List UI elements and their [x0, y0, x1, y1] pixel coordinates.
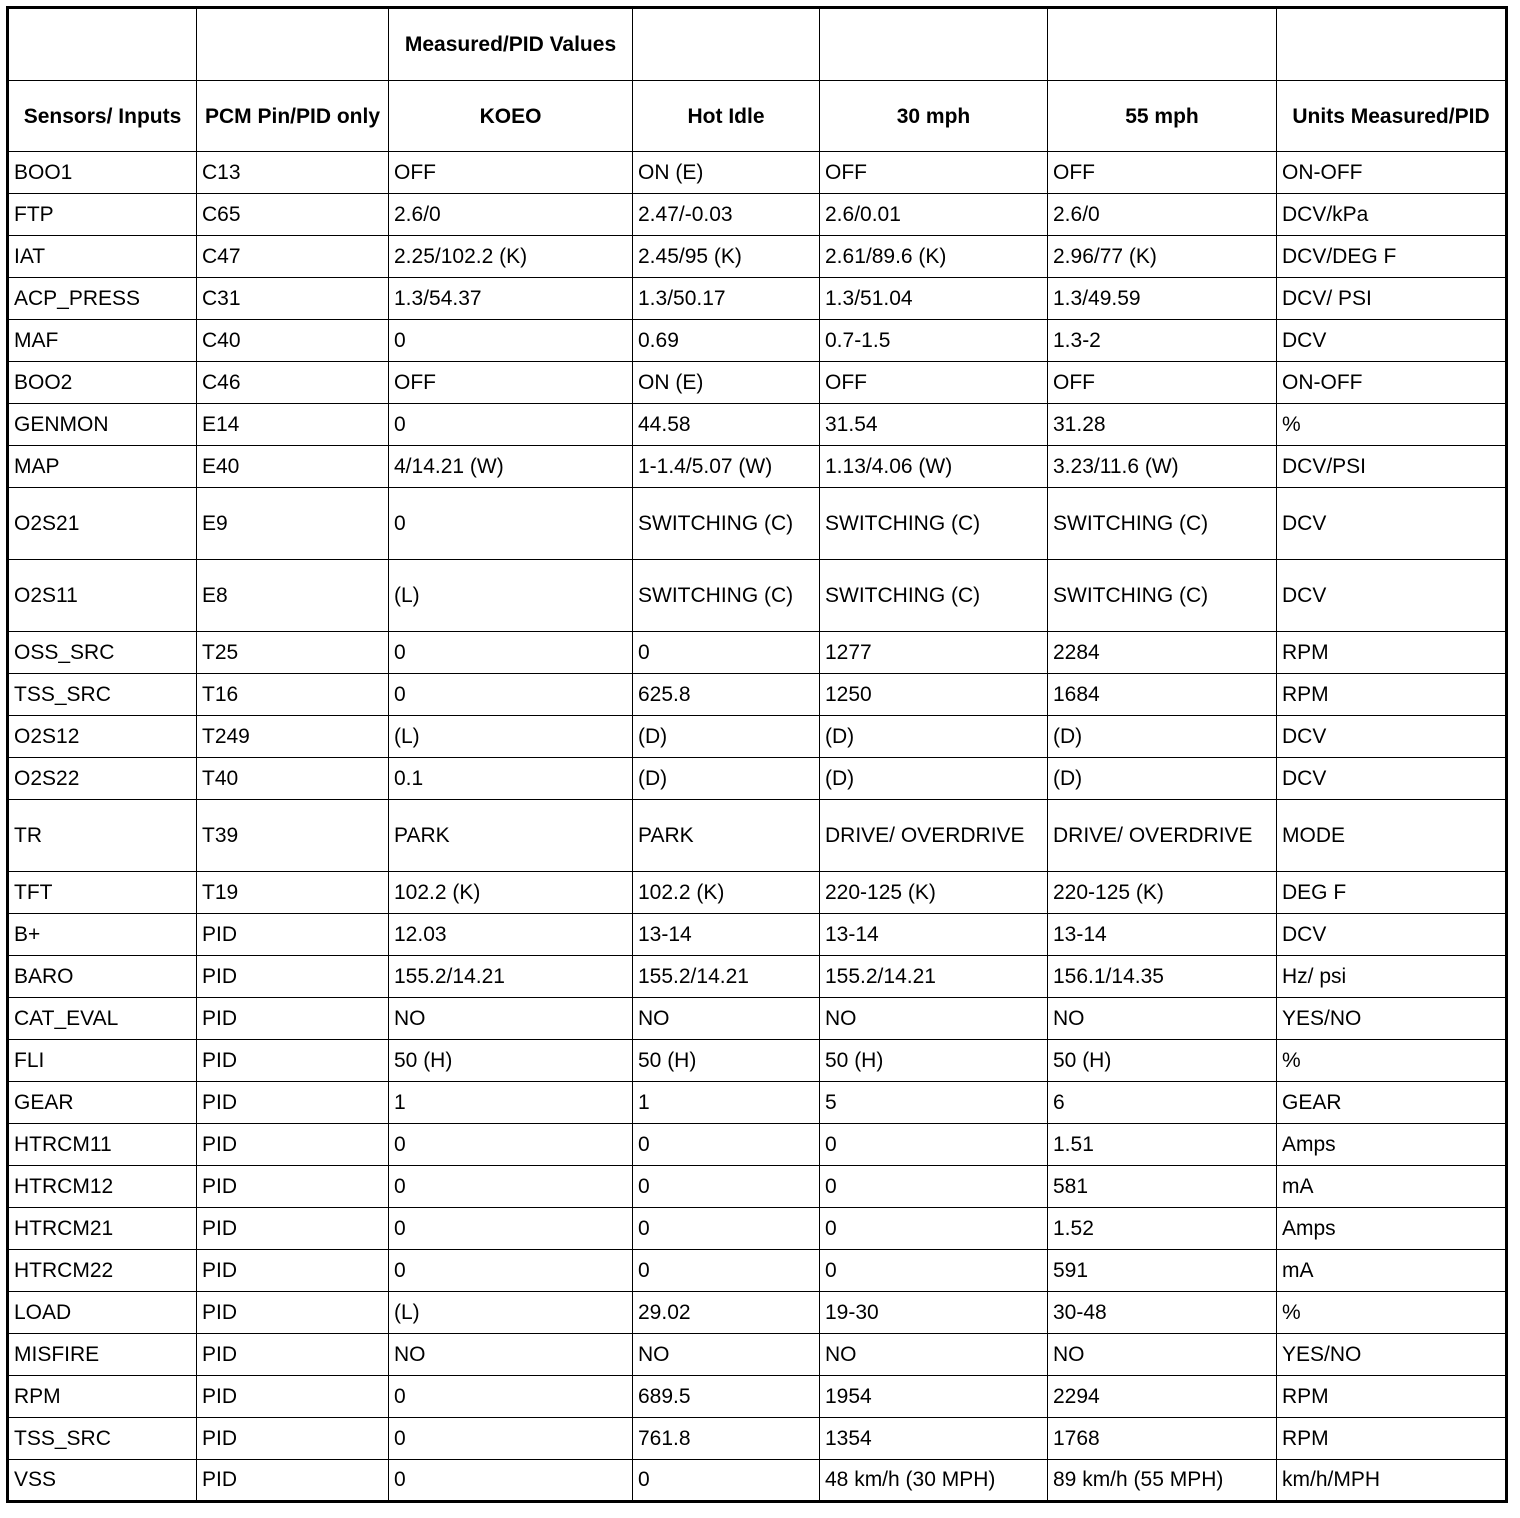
cell-koeo: 1.3/54.37 [389, 278, 633, 320]
cell-pin: PID [197, 1082, 389, 1124]
table-row [8, 758, 1507, 800]
cell-30mph: 0 [820, 1124, 1048, 1166]
cell-pin: PID [197, 1292, 389, 1334]
cell-55mph: 1.52 [1048, 1208, 1277, 1250]
cell-55mph: 1.51 [1048, 1124, 1277, 1166]
cell-sensor: RPM [8, 1376, 197, 1418]
cell-koeo: OFF [389, 362, 633, 404]
cell-hot-idle: (D) [633, 758, 820, 800]
cell-hot-idle: SWITCHING (C) [633, 560, 820, 632]
cell-sensor: O2S22 [8, 758, 197, 800]
cell-30mph: 155.2/14.21 [820, 956, 1048, 998]
cell-koeo: 4/14.21 (W) [389, 446, 633, 488]
cell-55mph: 1.3-2 [1048, 320, 1277, 362]
cell-units: ON-OFF [1277, 152, 1507, 194]
cell-koeo: 0 [389, 1418, 633, 1460]
cell-30mph: 0.7-1.5 [820, 320, 1048, 362]
cell-55mph: 89 km/h (55 MPH) [1048, 1460, 1277, 1502]
cell-sensor: HTRCM22 [8, 1250, 197, 1292]
cell-hot-idle: 155.2/14.21 [633, 956, 820, 998]
cell-koeo: PARK [389, 800, 633, 872]
cell-30mph: OFF [820, 362, 1048, 404]
cell-pin: T39 [197, 800, 389, 872]
cell-55mph: DRIVE/ OVERDRIVE [1048, 800, 1277, 872]
cell-hot-idle: NO [633, 1334, 820, 1376]
cell-30mph: 1.3/51.04 [820, 278, 1048, 320]
cell-30mph: 19-30 [820, 1292, 1048, 1334]
cell-koeo: 50 (H) [389, 1040, 633, 1082]
cell-sensor: GENMON [8, 404, 197, 446]
table-row [8, 1334, 1507, 1376]
cell-55mph: SWITCHING (C) [1048, 488, 1277, 560]
cell-55mph: 1684 [1048, 674, 1277, 716]
cell-koeo: OFF [389, 152, 633, 194]
cell-units: DCV [1277, 914, 1507, 956]
cell-hot-idle: NO [633, 998, 820, 1040]
cell-sensor: GEAR [8, 1082, 197, 1124]
cell-30mph: NO [820, 1334, 1048, 1376]
cell-30mph: 0 [820, 1208, 1048, 1250]
table-row [8, 560, 1507, 632]
table-row [8, 362, 1507, 404]
cell-hot-idle: 2.45/95 (K) [633, 236, 820, 278]
cell-pin: C47 [197, 236, 389, 278]
cell-koeo: 0 [389, 632, 633, 674]
cell-koeo: (L) [389, 1292, 633, 1334]
table-row [8, 1460, 1507, 1502]
cell-hot-idle: 50 (H) [633, 1040, 820, 1082]
cell-sensor: O2S21 [8, 488, 197, 560]
table-row [8, 446, 1507, 488]
cell-30mph: 220-125 (K) [820, 872, 1048, 914]
table-row [8, 404, 1507, 446]
cell-pin: C46 [197, 362, 389, 404]
table-row [8, 998, 1507, 1040]
cell-units: % [1277, 404, 1507, 446]
cell-55mph: 2.6/0 [1048, 194, 1277, 236]
table-row [8, 152, 1507, 194]
cell-koeo: 1 [389, 1082, 633, 1124]
table-row [8, 194, 1507, 236]
cell-units: DCV/kPa [1277, 194, 1507, 236]
cell-pin: PID [197, 1124, 389, 1166]
cell-30mph: 2.6/0.01 [820, 194, 1048, 236]
header-row-group [8, 8, 1507, 81]
header-empty-cell [8, 8, 197, 81]
cell-hot-idle: 1-1.4/5.07 (W) [633, 446, 820, 488]
cell-30mph: 1954 [820, 1376, 1048, 1418]
cell-55mph: OFF [1048, 152, 1277, 194]
cell-koeo: 0 [389, 1124, 633, 1166]
column-header-koeo: KOEO [389, 81, 633, 152]
cell-sensor: MISFIRE [8, 1334, 197, 1376]
cell-pin: C31 [197, 278, 389, 320]
cell-sensor: HTRCM21 [8, 1208, 197, 1250]
column-header-55mph: 55 mph [1048, 81, 1277, 152]
cell-30mph: (D) [820, 716, 1048, 758]
cell-55mph: 591 [1048, 1250, 1277, 1292]
cell-hot-idle: 29.02 [633, 1292, 820, 1334]
cell-sensor: B+ [8, 914, 197, 956]
cell-30mph: NO [820, 998, 1048, 1040]
column-header-units: Units Measured/PID [1277, 81, 1507, 152]
cell-55mph: 156.1/14.35 [1048, 956, 1277, 998]
cell-koeo: 0 [389, 1376, 633, 1418]
table-row [8, 632, 1507, 674]
header-empty-cell [820, 8, 1048, 81]
column-header-hot-idle: Hot Idle [633, 81, 820, 152]
cell-pin: E14 [197, 404, 389, 446]
cell-30mph: 1250 [820, 674, 1048, 716]
cell-pin: PID [197, 1166, 389, 1208]
cell-30mph: 31.54 [820, 404, 1048, 446]
cell-pin: T40 [197, 758, 389, 800]
table-row [8, 914, 1507, 956]
table-row [8, 1124, 1507, 1166]
cell-koeo: 0 [389, 674, 633, 716]
cell-55mph: 2.96/77 (K) [1048, 236, 1277, 278]
cell-pin: E9 [197, 488, 389, 560]
cell-koeo: 0.1 [389, 758, 633, 800]
cell-hot-idle: ON (E) [633, 152, 820, 194]
cell-koeo: 0 [389, 404, 633, 446]
cell-hot-idle: 0 [633, 1208, 820, 1250]
cell-units: GEAR [1277, 1082, 1507, 1124]
table-row [8, 1418, 1507, 1460]
column-header-30mph: 30 mph [820, 81, 1048, 152]
cell-sensor: HTRCM12 [8, 1166, 197, 1208]
cell-hot-idle: 13-14 [633, 914, 820, 956]
cell-units: RPM [1277, 632, 1507, 674]
cell-units: DCV [1277, 560, 1507, 632]
cell-units: RPM [1277, 1376, 1507, 1418]
table-row [8, 236, 1507, 278]
cell-pin: T25 [197, 632, 389, 674]
cell-hot-idle: 761.8 [633, 1418, 820, 1460]
cell-pin: T16 [197, 674, 389, 716]
table-row [8, 488, 1507, 560]
cell-pin: C13 [197, 152, 389, 194]
cell-sensor: OSS_SRC [8, 632, 197, 674]
cell-30mph: 50 (H) [820, 1040, 1048, 1082]
cell-hot-idle: 0 [633, 1250, 820, 1292]
cell-koeo: 0 [389, 1166, 633, 1208]
cell-units: DCV [1277, 758, 1507, 800]
table-row [8, 320, 1507, 362]
header-row-columns [8, 81, 1507, 152]
cell-30mph: 0 [820, 1250, 1048, 1292]
cell-hot-idle: (D) [633, 716, 820, 758]
cell-55mph: 13-14 [1048, 914, 1277, 956]
cell-hot-idle: ON (E) [633, 362, 820, 404]
cell-hot-idle: 625.8 [633, 674, 820, 716]
table-row [8, 1040, 1507, 1082]
cell-pin: PID [197, 1208, 389, 1250]
cell-30mph: SWITCHING (C) [820, 488, 1048, 560]
cell-55mph: 3.23/11.6 (W) [1048, 446, 1277, 488]
header-empty-cell [197, 8, 389, 81]
cell-sensor: BOO2 [8, 362, 197, 404]
cell-sensor: TR [8, 800, 197, 872]
cell-koeo: 2.25/102.2 (K) [389, 236, 633, 278]
cell-55mph: 50 (H) [1048, 1040, 1277, 1082]
cell-30mph: 5 [820, 1082, 1048, 1124]
header-group-label: Measured/PID Values [389, 8, 633, 81]
cell-sensor: MAF [8, 320, 197, 362]
cell-units: DCV [1277, 716, 1507, 758]
cell-55mph: 1768 [1048, 1418, 1277, 1460]
cell-hot-idle: 689.5 [633, 1376, 820, 1418]
cell-55mph: NO [1048, 1334, 1277, 1376]
cell-hot-idle: 0.69 [633, 320, 820, 362]
pid-values-table [6, 6, 1508, 1503]
cell-hot-idle: 0 [633, 1124, 820, 1166]
cell-units: DCV/DEG F [1277, 236, 1507, 278]
cell-sensor: O2S12 [8, 716, 197, 758]
table-row [8, 1250, 1507, 1292]
cell-hot-idle: PARK [633, 800, 820, 872]
cell-units: Amps [1277, 1208, 1507, 1250]
cell-sensor: ACP_PRESS [8, 278, 197, 320]
cell-30mph: DRIVE/ OVERDRIVE [820, 800, 1048, 872]
cell-55mph: (D) [1048, 716, 1277, 758]
column-header-sensors: Sensors/ Inputs [8, 81, 197, 152]
cell-hot-idle: 102.2 (K) [633, 872, 820, 914]
cell-units: ON-OFF [1277, 362, 1507, 404]
cell-units: mA [1277, 1250, 1507, 1292]
cell-units: % [1277, 1292, 1507, 1334]
cell-30mph: OFF [820, 152, 1048, 194]
cell-koeo: 2.6/0 [389, 194, 633, 236]
table-row [8, 716, 1507, 758]
header-empty-cell [1277, 8, 1507, 81]
cell-units: DCV/ PSI [1277, 278, 1507, 320]
cell-sensor: CAT_EVAL [8, 998, 197, 1040]
cell-55mph: (D) [1048, 758, 1277, 800]
cell-hot-idle: 0 [633, 1460, 820, 1502]
cell-30mph: 1.13/4.06 (W) [820, 446, 1048, 488]
cell-30mph: 13-14 [820, 914, 1048, 956]
cell-hot-idle: 1.3/50.17 [633, 278, 820, 320]
table-row [8, 1376, 1507, 1418]
cell-units: km/h/MPH [1277, 1460, 1507, 1502]
cell-units: % [1277, 1040, 1507, 1082]
cell-55mph: SWITCHING (C) [1048, 560, 1277, 632]
cell-hot-idle: SWITCHING (C) [633, 488, 820, 560]
cell-55mph: NO [1048, 998, 1277, 1040]
cell-koeo: 12.03 [389, 914, 633, 956]
cell-55mph: 2294 [1048, 1376, 1277, 1418]
cell-30mph: 0 [820, 1166, 1048, 1208]
cell-30mph: 1354 [820, 1418, 1048, 1460]
column-header-pcm-pin: PCM Pin/PID only [197, 81, 389, 152]
cell-sensor: BOO1 [8, 152, 197, 194]
cell-pin: PID [197, 1040, 389, 1082]
cell-sensor: O2S11 [8, 560, 197, 632]
cell-pin: PID [197, 1418, 389, 1460]
cell-koeo: 0 [389, 488, 633, 560]
table-row [8, 872, 1507, 914]
table-row [8, 1082, 1507, 1124]
table-body [8, 152, 1507, 1502]
cell-sensor: HTRCM11 [8, 1124, 197, 1166]
cell-koeo: (L) [389, 716, 633, 758]
cell-sensor: BARO [8, 956, 197, 998]
cell-koeo: 0 [389, 320, 633, 362]
cell-hot-idle: 0 [633, 632, 820, 674]
cell-55mph: 220-125 (K) [1048, 872, 1277, 914]
table-row [8, 800, 1507, 872]
cell-units: RPM [1277, 674, 1507, 716]
cell-pin: C65 [197, 194, 389, 236]
cell-pin: C40 [197, 320, 389, 362]
cell-55mph: 31.28 [1048, 404, 1277, 446]
cell-sensor: FLI [8, 1040, 197, 1082]
cell-30mph: 1277 [820, 632, 1048, 674]
cell-koeo: 0 [389, 1250, 633, 1292]
cell-hot-idle: 0 [633, 1166, 820, 1208]
cell-units: DEG F [1277, 872, 1507, 914]
cell-units: DCV [1277, 320, 1507, 362]
cell-55mph: 2284 [1048, 632, 1277, 674]
cell-30mph: (D) [820, 758, 1048, 800]
cell-koeo: NO [389, 1334, 633, 1376]
cell-30mph: 2.61/89.6 (K) [820, 236, 1048, 278]
cell-pin: T249 [197, 716, 389, 758]
cell-hot-idle: 2.47/-0.03 [633, 194, 820, 236]
cell-55mph: 6 [1048, 1082, 1277, 1124]
cell-pin: PID [197, 1460, 389, 1502]
cell-sensor: TSS_SRC [8, 1418, 197, 1460]
cell-units: DCV/PSI [1277, 446, 1507, 488]
table-row [8, 674, 1507, 716]
cell-koeo: 0 [389, 1460, 633, 1502]
header-empty-cell [633, 8, 820, 81]
cell-units: DCV [1277, 488, 1507, 560]
cell-units: mA [1277, 1166, 1507, 1208]
cell-pin: PID [197, 956, 389, 998]
cell-units: YES/NO [1277, 998, 1507, 1040]
table-row [8, 956, 1507, 998]
cell-pin: PID [197, 1376, 389, 1418]
cell-units: YES/NO [1277, 1334, 1507, 1376]
cell-30mph: SWITCHING (C) [820, 560, 1048, 632]
cell-pin: PID [197, 914, 389, 956]
cell-units: Amps [1277, 1124, 1507, 1166]
cell-55mph: 30-48 [1048, 1292, 1277, 1334]
cell-sensor: IAT [8, 236, 197, 278]
cell-units: RPM [1277, 1418, 1507, 1460]
table-row [8, 1208, 1507, 1250]
cell-hot-idle: 1 [633, 1082, 820, 1124]
cell-units: MODE [1277, 800, 1507, 872]
cell-sensor: MAP [8, 446, 197, 488]
cell-sensor: LOAD [8, 1292, 197, 1334]
table-row [8, 278, 1507, 320]
cell-pin: PID [197, 1334, 389, 1376]
table-row [8, 1166, 1507, 1208]
cell-koeo: (L) [389, 560, 633, 632]
cell-sensor: FTP [8, 194, 197, 236]
cell-koeo: 102.2 (K) [389, 872, 633, 914]
cell-pin: PID [197, 998, 389, 1040]
cell-koeo: 0 [389, 1208, 633, 1250]
cell-hot-idle: 44.58 [633, 404, 820, 446]
cell-sensor: TSS_SRC [8, 674, 197, 716]
cell-pin: E40 [197, 446, 389, 488]
cell-pin: PID [197, 1250, 389, 1292]
cell-55mph: OFF [1048, 362, 1277, 404]
cell-55mph: 1.3/49.59 [1048, 278, 1277, 320]
cell-koeo: NO [389, 998, 633, 1040]
cell-55mph: 581 [1048, 1166, 1277, 1208]
cell-units: Hz/ psi [1277, 956, 1507, 998]
header-empty-cell [1048, 8, 1277, 81]
cell-pin: T19 [197, 872, 389, 914]
cell-sensor: VSS [8, 1460, 197, 1502]
cell-sensor: TFT [8, 872, 197, 914]
cell-pin: E8 [197, 560, 389, 632]
cell-koeo: 155.2/14.21 [389, 956, 633, 998]
cell-30mph: 48 km/h (30 MPH) [820, 1460, 1048, 1502]
table-row [8, 1292, 1507, 1334]
